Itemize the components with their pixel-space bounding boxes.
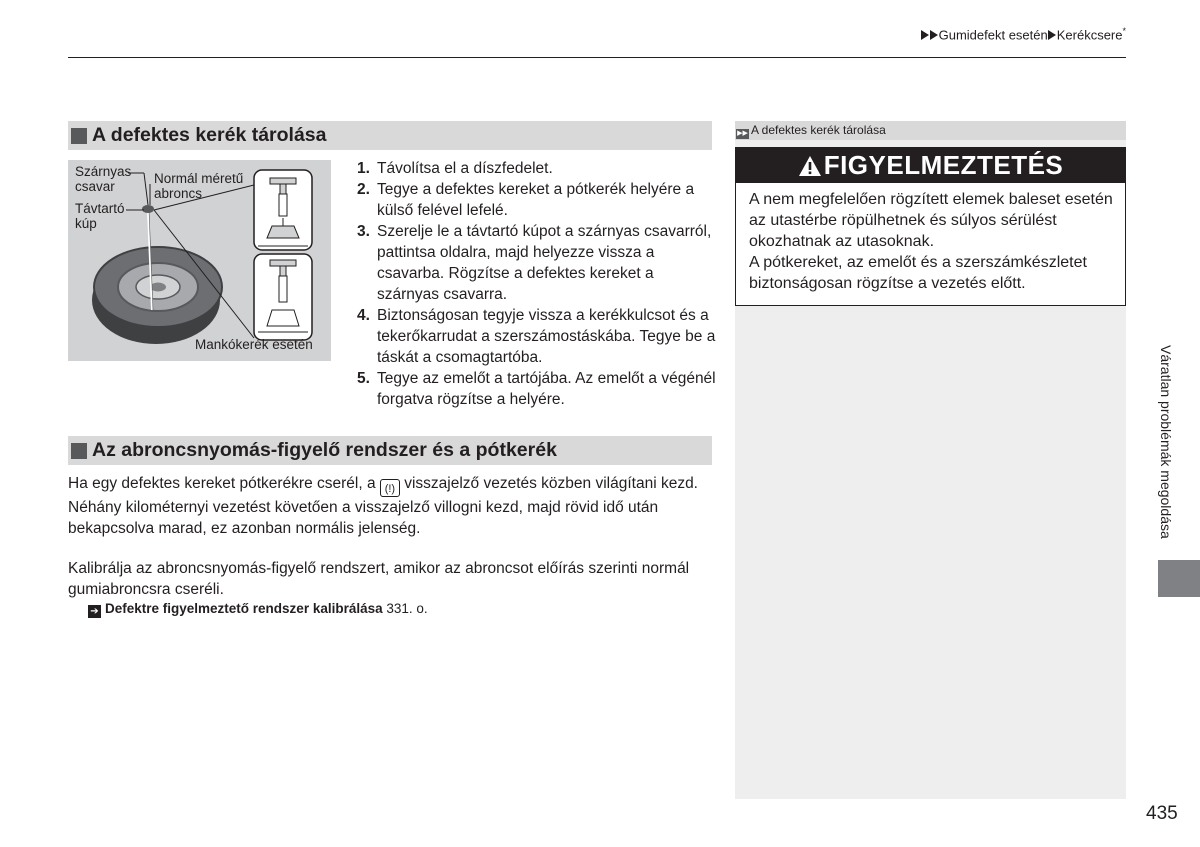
tpms-paragraph-1 (68, 473, 718, 539)
xref-page: 331. o. (386, 601, 428, 616)
warning-text-1: A nem megfelelően rögzített elemek baleset esetén az utastérbe röpülhetnek és súlyos sérülést okozhatnak az utasoknak. (749, 191, 1113, 250)
label-wing-bolt (75, 164, 131, 194)
top-divider (68, 57, 1126, 58)
para1-text-after: visszajelző vezetés közben világítani kezd. Néhány kilométernyi vezetést követően a visszajelző villogni kezd, majd rövid idő után bekapcsolva marad, ez azonban normális jelenség. (68, 475, 698, 537)
step-item (357, 158, 717, 179)
triangle-arrow-icon (930, 30, 938, 40)
tire-storage-illustration (68, 160, 331, 361)
warning-box (735, 147, 1126, 306)
label-spacer-line1: Távtartó (75, 201, 125, 216)
breadcrumb-asterisk: * (1122, 26, 1126, 36)
para1-text-before: Ha egy defektes kereket pótkerékre cserél, a (68, 475, 376, 492)
label-normal-tire-line1: Normál méretű (154, 171, 244, 186)
chapter-tab[interactable] (1158, 560, 1200, 597)
warning-title: FIGYELMEZTETÉS (823, 150, 1064, 180)
label-normal-tire (154, 171, 243, 201)
square-bullet-icon (71, 128, 87, 144)
label-wing-bolt-line2: csavar (75, 179, 115, 194)
square-bullet-icon (71, 443, 87, 459)
breadcrumb-item-flat-tire[interactable]: Gumidefekt esetén (938, 27, 1048, 43)
warning-text (749, 189, 1119, 294)
warning-text-2: A pótkereket, az emelőt és a szerszámkészletet biztonságosan rögzítse a vezetés előtt. (749, 254, 1087, 292)
step-item (357, 305, 717, 368)
storage-steps-list (357, 158, 717, 410)
section-title: Az abroncsnyomás-figyelő rendszer és a pótkerék (92, 439, 557, 461)
warning-triangle-icon (798, 155, 822, 177)
label-normal-tire-line2: abroncs (154, 186, 203, 201)
sidebar-heading-text: A defektes kerék tárolása (751, 123, 886, 137)
sidebar-heading (735, 121, 1126, 140)
chapter-side-label (1158, 345, 1178, 560)
step-item (357, 221, 717, 305)
label-spacer-line2: kúp (75, 216, 97, 231)
breadcrumb-item-tire-change[interactable]: Kerékcsere (1056, 27, 1123, 43)
warning-title-bar (736, 148, 1125, 183)
tpms-warning-icon: (!) (380, 479, 400, 497)
step-number: 3. (357, 223, 370, 240)
step-text: Tegye az emelőt a tartójába. Az emelőt a végénél forgatva rögzítse a helyére. (377, 370, 716, 408)
triangle-arrow-icon (921, 30, 929, 40)
label-wing-bolt-line1: Szárnyas (75, 164, 132, 179)
step-number: 4. (357, 307, 370, 324)
page-number: 435 (1146, 803, 1178, 824)
triangle-arrow-icon (1048, 30, 1056, 40)
chapter-side-label-text: Váratlan problémák megoldása (1158, 345, 1174, 539)
step-text: Távolítsa el a díszfedelet. (377, 160, 553, 177)
section-title: A defektes kerék tárolása (92, 124, 327, 146)
breadcrumb (921, 26, 1126, 42)
section-heading-storing-flat-tire (68, 121, 712, 150)
xref-title: Defektre figyelmeztető rendszer kalibrálása (105, 601, 383, 616)
step-item (357, 179, 717, 221)
step-number: 2. (357, 181, 370, 198)
tpms-paragraph-2: Kalibrálja az abroncsnyomás-figyelő rendszert, amikor az abroncsot előírás szerinti normál gumiabroncsra cseréli. (68, 560, 690, 598)
step-item (357, 368, 717, 410)
cross-reference-link[interactable] (88, 601, 428, 618)
step-text: Szerelje le a távtartó kúpot a szárnyas csavarról, pattintsa oldalra, majd helyezze vissza a csavarba. Rögzítse a defektes kereket a szárnyas csavarra. (377, 223, 712, 303)
label-compact-spare: Mankókerék esetén (195, 337, 313, 352)
step-number: 5. (357, 370, 370, 387)
section-heading-tpms-spare (68, 436, 712, 465)
step-number: 1. (357, 160, 370, 177)
double-arrow-icon: ▶▶ (737, 130, 748, 137)
reference-arrow-icon: ➔ (88, 605, 101, 618)
step-text: Tegye a defektes kereket a pótkerék helyére a külső felével lefelé. (377, 181, 695, 219)
step-text: Biztonságosan tegyje vissza a kerékkulcsot és a tekerőkarrudat a szerszámostáskába. Tegye be a táskát a csomagtartóba. (377, 307, 716, 366)
label-spacer-cone (75, 201, 125, 231)
